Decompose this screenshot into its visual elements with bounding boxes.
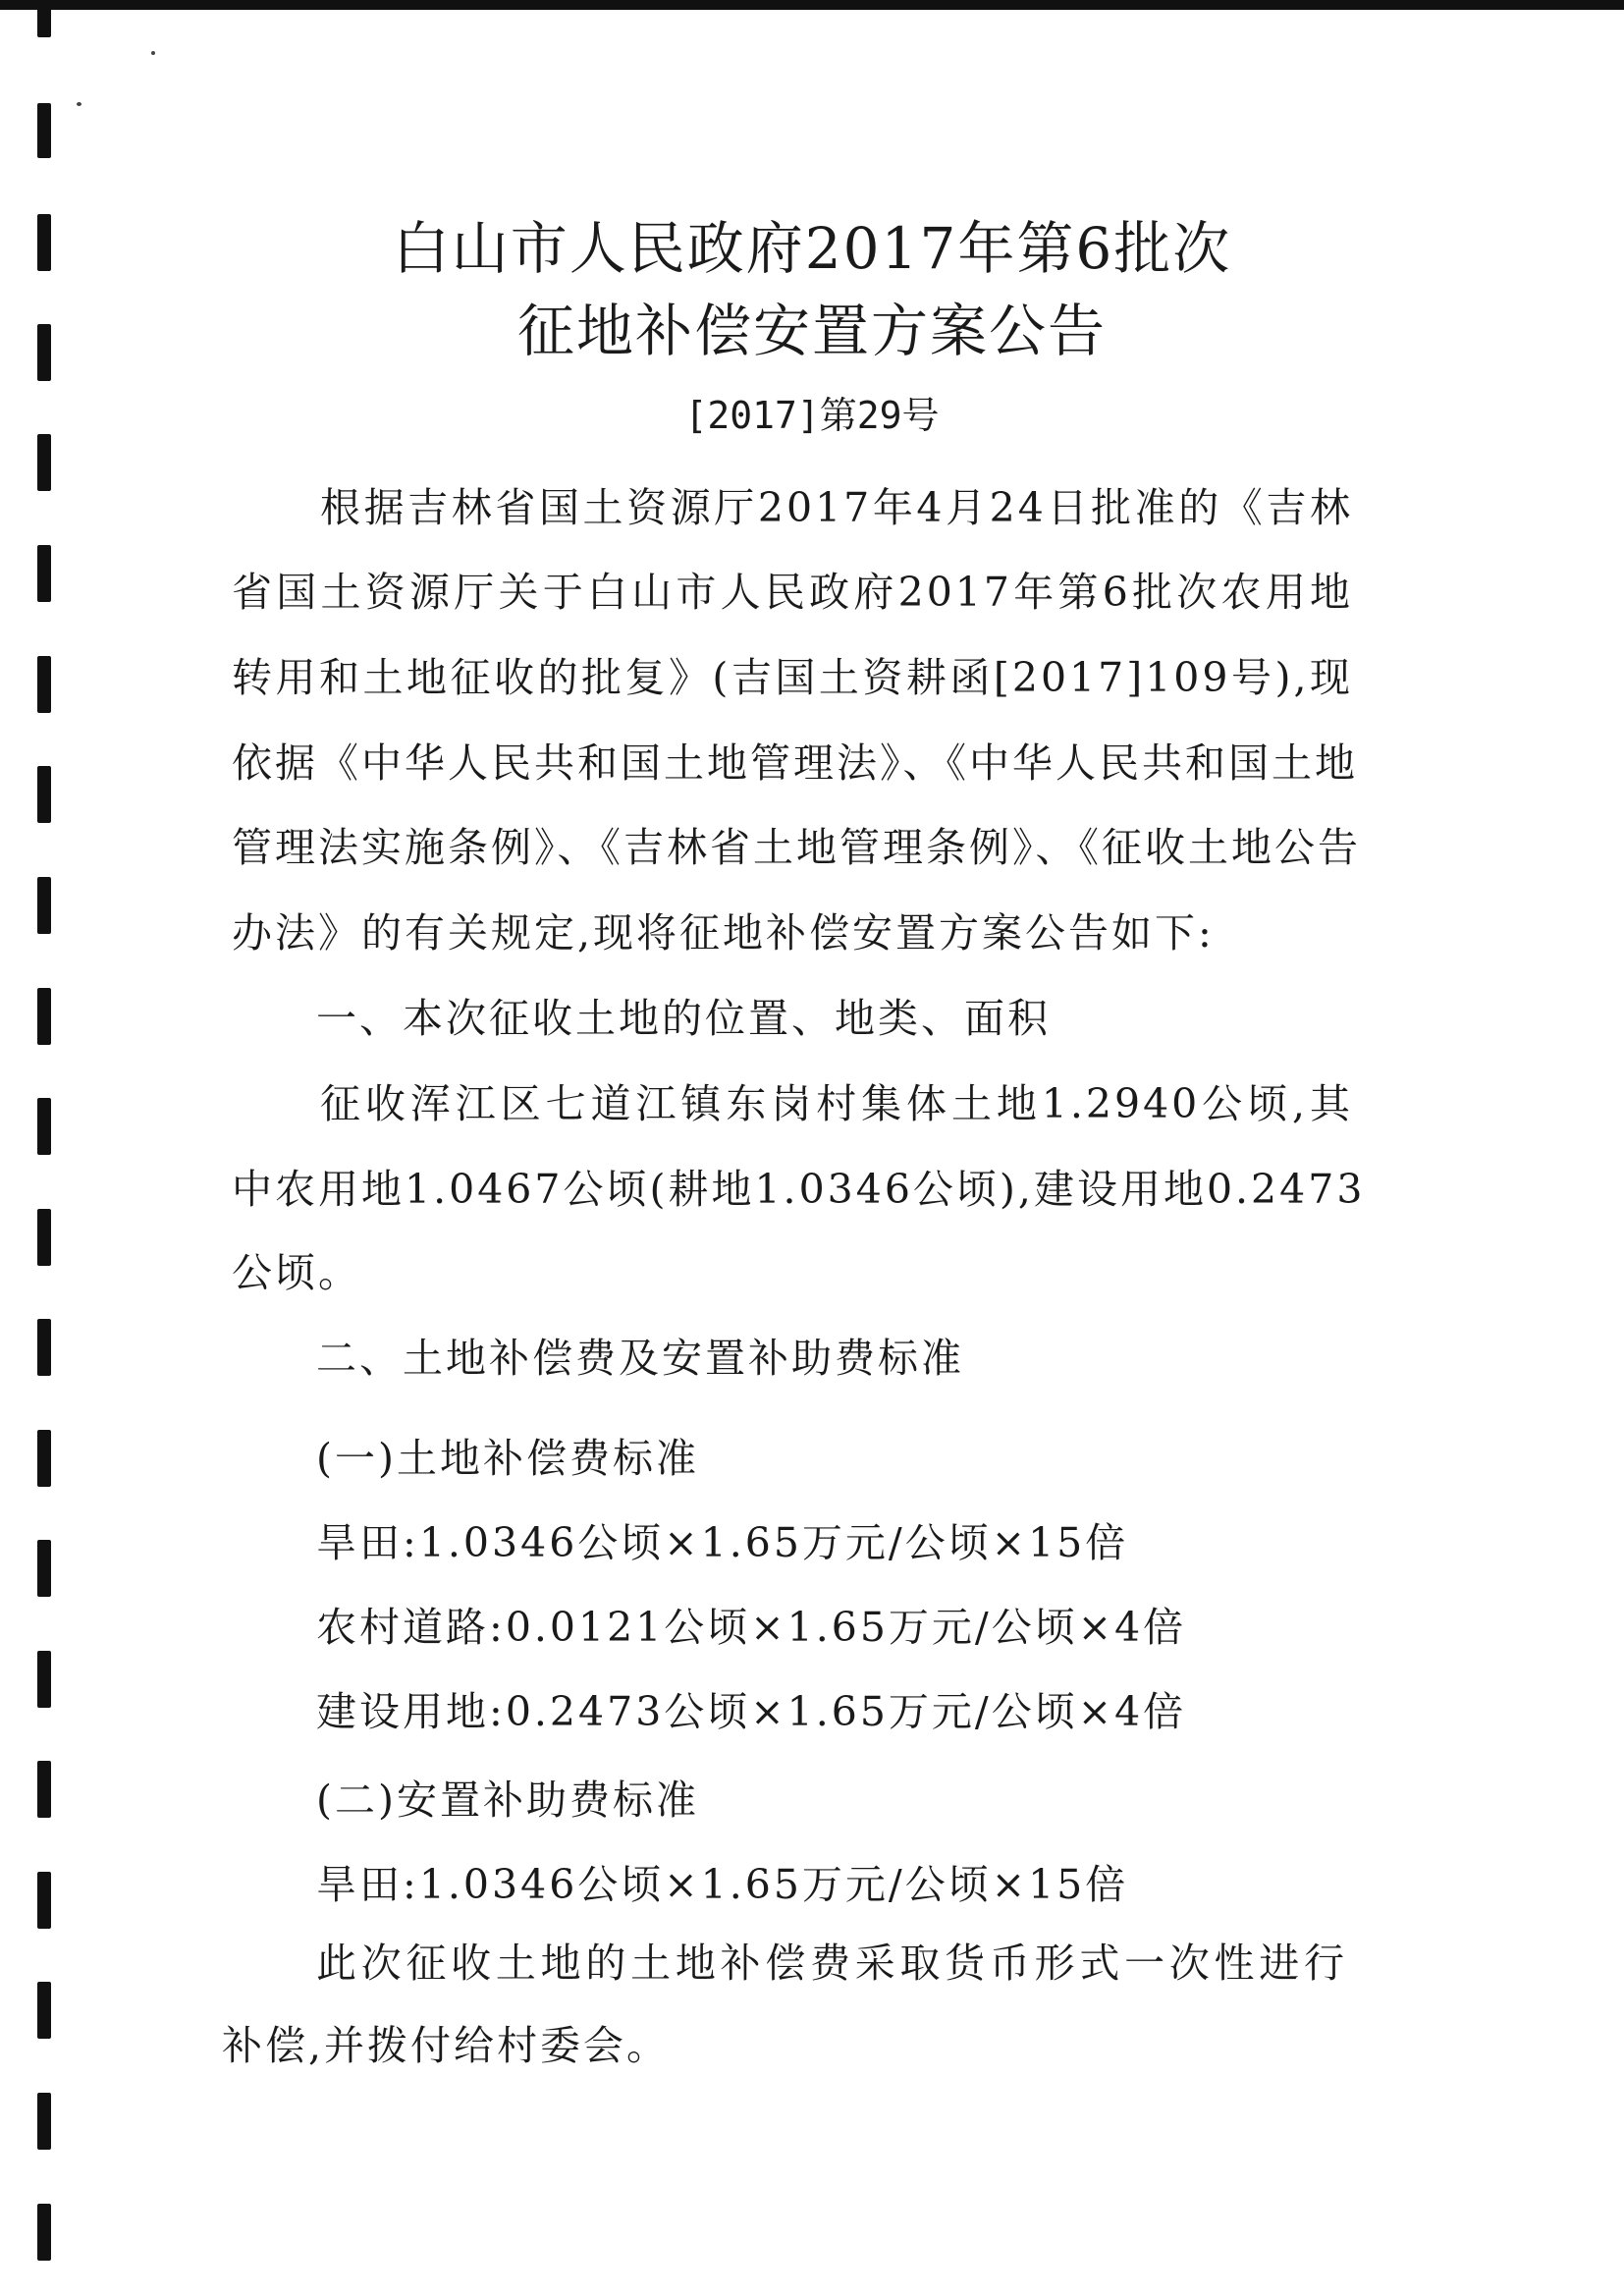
scan-speck: [151, 51, 155, 55]
intro-line: 根据吉林省国土资源厅2017年4月24日批准的《吉林: [320, 484, 1353, 531]
intro-line: 省国土资源厅关于白山市人民政府2017年第6批次农用地: [232, 569, 1353, 616]
section-2-heading: 二、土地补偿费及安置补助费标准: [316, 1335, 964, 1382]
section-1-body-line: 中农用地1.0467公顷(耕地1.0346公顷),建设用地0.2473: [232, 1166, 1366, 1213]
notice-title-line-2: 征地补偿安置方案公告: [516, 298, 1107, 364]
binding-mark: [37, 1430, 51, 1487]
resettlement-item: 旱田:1.0346公顷×1.65万元/公顷×15倍: [316, 1861, 1129, 1908]
binding-mark: [37, 2093, 51, 2150]
closing-line: 补偿,并拨付给村委会。: [222, 2022, 671, 2069]
binding-mark: [37, 1872, 51, 1929]
intro-line: 转用和土地征收的批复》(吉国土资耕函[2017]109号),现: [232, 654, 1353, 701]
compensation-item: 建设用地:0.2473公顷×1.65万元/公顷×4倍: [316, 1688, 1187, 1735]
compensation-item: 农村道路:0.0121公顷×1.65万元/公顷×4倍: [316, 1604, 1187, 1651]
binding-mark: [37, 2204, 51, 2261]
binding-mark: [37, 103, 51, 158]
binding-mark: [37, 877, 51, 934]
notice-title-line-1: 白山市人民政府2017年第6批次: [392, 215, 1232, 282]
binding-mark: [37, 766, 51, 823]
binding-mark: [37, 1982, 51, 2039]
binding-mark: [37, 0, 51, 37]
closing-line: 此次征收土地的土地补偿费采取货币形式一次性进行: [316, 1940, 1347, 1987]
binding-mark: [37, 1209, 51, 1266]
section-1-heading: 一、本次征收土地的位置、地类、面积: [316, 995, 1051, 1042]
binding-mark: [37, 1098, 51, 1155]
binding-mark: [37, 1761, 51, 1818]
document-number: [2017]第29号: [684, 394, 940, 437]
subsection-2-heading: (二)安置补助费标准: [316, 1777, 699, 1824]
section-1-body-line: 征收浑江区七道江镇东岗村集体土地1.2940公顷,其: [320, 1080, 1353, 1127]
scan-speck: [77, 102, 81, 106]
binding-mark: [37, 1651, 51, 1708]
binding-mark: [37, 656, 51, 713]
intro-line: 依据《中华人民共和国土地管理法》、《中华人民共和国土地: [232, 739, 1358, 787]
section-1-body-line: 公顷。: [232, 1249, 361, 1296]
intro-line: 管理法实施条例》、《吉林省土地管理条例》、《征收土地公告: [232, 824, 1361, 871]
binding-mark: [37, 434, 51, 491]
intro-line: 办法》的有关规定,现将征地补偿安置方案公告如下:: [232, 909, 1215, 957]
binding-mark: [37, 1319, 51, 1376]
compensation-item: 旱田:1.0346公顷×1.65万元/公顷×15倍: [316, 1519, 1129, 1566]
scan-top-edge: [0, 0, 1624, 10]
binding-mark: [37, 988, 51, 1045]
binding-mark: [37, 1540, 51, 1597]
binding-mark: [37, 545, 51, 602]
subsection-1-heading: (一)土地补偿费标准: [316, 1435, 699, 1482]
